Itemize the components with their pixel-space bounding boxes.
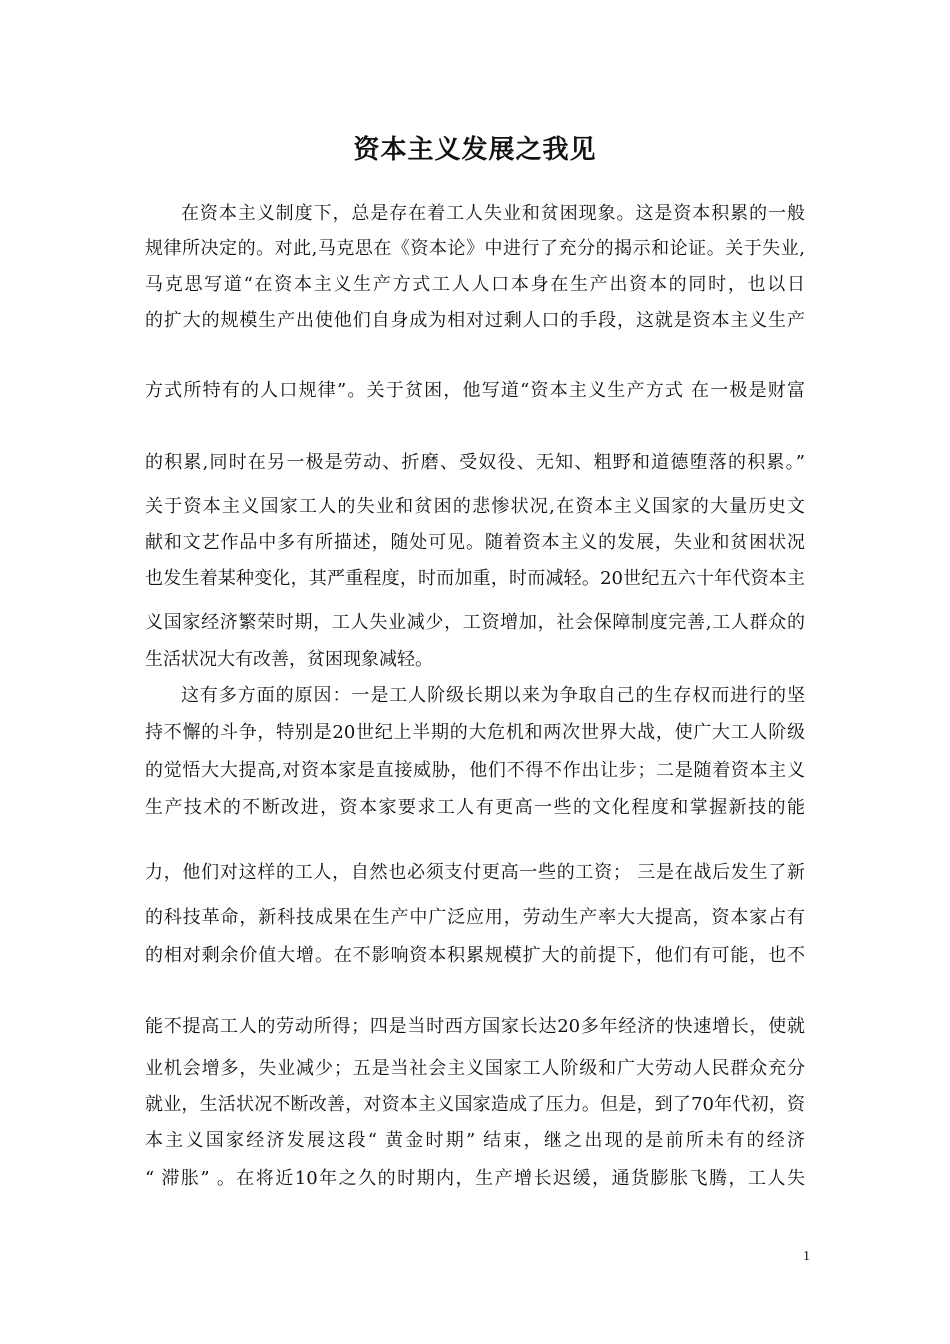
text-line: 能不提高工人的劳动所得；四是当时西方国家长达20多年经济的快速增长，使就: [145, 1016, 805, 1037]
page-number: 1: [803, 1249, 810, 1264]
text-line: 义国家经济繁荣时期，工人失业减少，工资增加，社会保障制度完善,工人群众的: [145, 612, 805, 633]
text-line: 规律所决定的。对此,马克思在《资本论》中进行了充分的揭示和论证。关于失业,: [145, 238, 805, 259]
text-line: 生活状况大有改善，贫困现象减轻。: [145, 649, 433, 670]
text-line: 的觉悟大大提高,对资本家是直接威胁，他们不得不作出让步；二是随着资本主义: [145, 760, 805, 781]
text-line: 在资本主义制度下，总是存在着工人失业和贫困现象。这是资本积累的一般: [181, 203, 805, 224]
text-line: 也发生着某种变化，其严重程度，时而加重，时而减轻。20世纪五六十年代资本主: [145, 568, 805, 589]
text-line: “ 滞胀” 。在将近10年之久的时期内，生产增长迟缓，通货膨胀飞腾，工人失: [145, 1168, 805, 1189]
text-line: 方式所特有的人口规律”。关于贫困，他写道“资本主义生产方式 在一极是财富: [145, 380, 805, 401]
text-line: 的科技革命，新科技成果在生产中广泛应用，劳动生产率大大提高，资本家占有: [145, 907, 805, 928]
text-line: 的相对剩余价值大增。在不影响资本积累规模扩大的前提下，他们有可能，也不: [145, 945, 805, 966]
text-line: 这有多方面的原因：一是工人阶级长期以来为争取自己的生存权而进行的坚: [181, 685, 805, 706]
text-line: 就业，生活状况不断改善，对资本主义国家造成了压力。但是，到了70年代初，资: [145, 1094, 805, 1115]
text-line: 关于资本主义国家工人的失业和贫困的悲惨状况,在资本主义国家的大量历史文: [145, 496, 805, 517]
text-line: 的扩大的规模生产出使他们自身成为相对过剩人口的手段，这就是资本主义生产: [145, 310, 805, 331]
text-line: 的积累,同时在另一极是劳动、折磨、受奴役、无知、粗野和道德堕落的积累。”: [145, 452, 805, 473]
text-line: 持不懈的斗争，特别是20世纪上半期的大危机和两次世界大战，使广大工人阶级: [145, 722, 805, 743]
text-line: 业机会增多，失业减少；五是当社会主义国家工人阶级和广大劳动人民群众充分: [145, 1058, 805, 1079]
text-line: 力，他们对这样的工人，自然也必须支付更高一些的工资； 三是在战后发生了新: [145, 862, 805, 883]
text-line: 献和文艺作品中多有所描述，随处可见。随着资本主义的发展，失业和贫困状况: [145, 532, 805, 553]
text-line: 马克思写道“在资本主义生产方式工人人口本身在生产出资本的同时，也以日: [145, 274, 805, 295]
text-line: 生产技术的不断改进，资本家要求工人有更高一些的文化程度和掌握新技的能: [145, 797, 805, 818]
document-title: 资本主义发展之我见: [353, 135, 597, 165]
text-line: 本主义国家经济发展这段“ 黄金时期” 结束，继之出现的是前所未有的经济: [145, 1130, 805, 1151]
